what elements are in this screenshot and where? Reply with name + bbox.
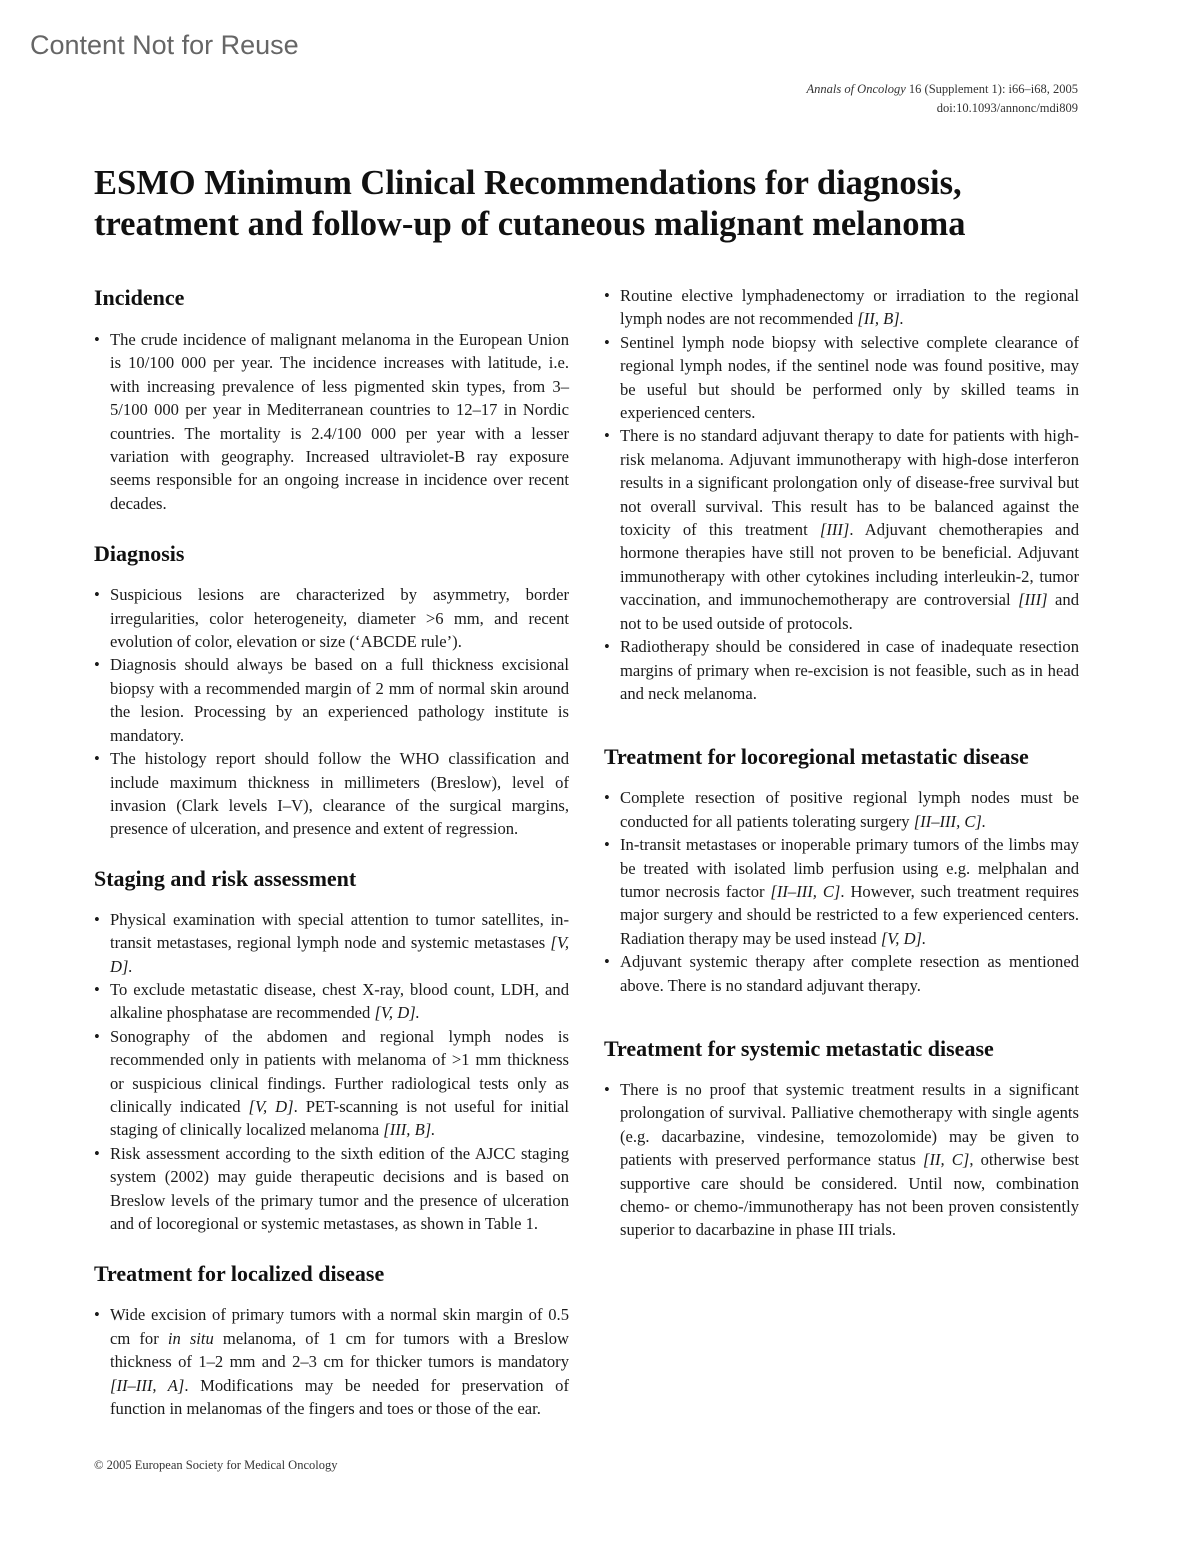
localized-list-continued bbox=[604, 284, 1079, 705]
evidence-level: [III, B]. bbox=[383, 1120, 436, 1140]
list-item bbox=[604, 424, 1079, 635]
evidence-level: [V, D]. bbox=[110, 933, 569, 976]
evidence-level: [II–III, C]. bbox=[913, 811, 987, 831]
section-heading-staging: Staging and risk assessment bbox=[94, 865, 357, 891]
list-item: • Risk assessment according to the sixth edition of the AJCC staging system (2002) may guide therapeutic decisions and is based on Breslow levels of the primary tumor and the presence of ulceration and of locoregional or systemic metastases, as shown in Table 1. bbox=[94, 1142, 569, 1236]
evidence-level: [II, C] bbox=[922, 1150, 970, 1170]
localized-list bbox=[94, 1303, 569, 1420]
diagnosis-list bbox=[94, 583, 569, 840]
item-text: melanoma, of 1 cm for tumors with a Breslow thickness of 1–2 mm and 2–3 cm for thicker tumors is mandatory bbox=[110, 1328, 569, 1372]
item-text: Routine elective lymphadenectomy or irradiation to the regional lymph nodes are not recommended bbox=[620, 286, 1079, 329]
item-text: and not to be used outside of protocols. bbox=[620, 590, 1079, 633]
list-item bbox=[604, 284, 1079, 331]
section-heading-locoregional: Treatment for locoregional metastatic disease bbox=[604, 744, 1029, 770]
list-item bbox=[94, 1303, 569, 1420]
item-text: There is no standard adjuvant therapy to date for patients with high-risk melanoma. Adjuvant immunotherapy with high-dose interferon results in a significant prolongation only of disease-free survival but not overall survival. This result has to be balanced against the toxicity of this treatment bbox=[620, 426, 1079, 540]
item-text: There is no proof that systemic treatment results in a significant prolongation of survival. Palliative chemotherapy with single agents (e.g. dacarbazine, vindesine, temozolomide) may be given to patients with preserved performance status bbox=[620, 1079, 1079, 1170]
item-text: Physical examination with special attention to tumor satellites, in-transit metastases, regional lymph node and systemic metastases bbox=[110, 909, 569, 953]
locoregional-list bbox=[604, 786, 1079, 997]
journal-citation bbox=[806, 80, 1078, 118]
item-text: To exclude metastatic disease, chest X-ray, blood count, LDH, and alkaline phosphatase are recommended bbox=[110, 979, 569, 1023]
evidence-level: [V, D]. bbox=[880, 928, 927, 948]
item-text: . PET-scanning is not useful for initial staging of clinically localized melanoma bbox=[110, 1096, 569, 1140]
watermark: Content Not for Reuse bbox=[30, 30, 299, 60]
item-text: . Modifications may be needed for preservation of function in melanomas of the fingers and toes or those of the ear. bbox=[110, 1375, 569, 1419]
doi: doi:10.1093/annonc/mdi809 bbox=[936, 101, 1078, 115]
list-item: • Suspicious lesions are characterized by asymmetry, border irregularities, color heterogeneity, diameter >6 mm, and recent evolution of color, elevation or size (‘ABCDE rule’). bbox=[94, 583, 569, 653]
item-text: , otherwise best supportive care should be considered. Until now, combination chemo- or chemo-/immunotherapy has not been proven consistently superior to dacarbazine in phase III trials. bbox=[620, 1150, 1080, 1240]
section-heading-incidence: Incidence bbox=[94, 285, 185, 310]
evidence-level: [II, B]. bbox=[857, 309, 904, 329]
item-text: . Adjuvant chemotherapies and hormone therapies have still not proven to be beneficial. Adjuvant immunotherapy with other cytokines including interleukin-2, tumor vaccination, and immunochemotherapy are controversial bbox=[620, 520, 1079, 610]
section-heading-localized: Treatment for localized disease bbox=[94, 1261, 385, 1287]
list-item: • Radiotherapy should be considered in case of inadequate resection margins of primary when re-excision is not feasible, such as in head and neck melanoma. bbox=[604, 635, 1079, 705]
list-item: • Adjuvant systemic therapy after complete resection as mentioned above. There is no standard adjuvant therapy. bbox=[604, 950, 1079, 997]
evidence-level: [V, D]. bbox=[374, 1003, 420, 1023]
italic-term: in situ bbox=[167, 1328, 214, 1348]
list-item bbox=[604, 1078, 1079, 1242]
list-item bbox=[94, 908, 569, 978]
incidence-list bbox=[94, 328, 569, 515]
title-line-1: ESMO Minimum Clinical Recommendations for diagnosis, bbox=[94, 164, 962, 202]
list-item: • Diagnosis should always be based on a full thickness excisional biopsy with a recommended margin of 2 mm of normal skin around the lesion. Processing by an experienced pathology institute is mandatory. bbox=[94, 653, 569, 747]
evidence-level: [III] bbox=[819, 520, 850, 540]
list-item: • The crude incidence of malignant melanoma in the European Union is 10/100 000 per year. The incidence increases with latitude, i.e. with increasing prevalence of less pigmented skin types, from 3–5/100 000 per year in Mediterranean countries to 12–17 in Nordic countries. The mortality is 2.4/100 000 per year with a lesser variation with geography. Increased ultraviolet-B ray exposure seems responsible for an ongoing increase in incidence over recent decades. bbox=[94, 328, 569, 515]
title-line-2: treatment and follow-up of cutaneous malignant melanoma bbox=[94, 205, 966, 243]
evidence-level: [II–III, A] bbox=[110, 1375, 185, 1395]
section-heading-systemic: Treatment for systemic metastatic disease bbox=[604, 1035, 994, 1061]
list-item bbox=[94, 978, 569, 1025]
item-text: . However, such treatment requires major surgery and should be restricted to a few experienced centers. Radiation therapy may be used instead bbox=[620, 881, 1079, 948]
section-heading-diagnosis: Diagnosis bbox=[94, 541, 185, 567]
item-text: Complete resection of positive regional lymph nodes must be conducted for all patients tolerating surgery bbox=[620, 788, 1079, 831]
copyright-notice: © 2005 European Society for Medical Oncology bbox=[94, 1458, 338, 1472]
evidence-level: [III] bbox=[1018, 590, 1048, 610]
item-text: Sonography of the abdomen and regional lymph nodes is recommended only in patients with melanoma of >1 mm thickness or suspicious clinical findings. Further radiological tests only as clinically indicated bbox=[110, 1026, 569, 1116]
staging-list bbox=[94, 908, 569, 1236]
systemic-list bbox=[604, 1078, 1079, 1242]
journal-volume: 16 (Supplement 1): i66–i68, 2005 bbox=[905, 82, 1078, 96]
left-column bbox=[94, 284, 569, 1420]
item-text: In-transit metastases or inoperable primary tumors of the limbs may be treated with isolated limb perfusion using e.g. melphalan and tumor necrosis factor bbox=[620, 835, 1079, 901]
journal-name: Annals of Oncology bbox=[806, 82, 906, 96]
list-item bbox=[604, 833, 1079, 950]
evidence-level: [V, D] bbox=[248, 1096, 294, 1116]
article-title bbox=[94, 163, 1094, 245]
right-column bbox=[604, 284, 1079, 1242]
list-item: • Sentinel lymph node biopsy with selective complete clearance of regional lymph nodes, if the sentinel node was found positive, may be useful but should be performed only by skilled teams in experienced centers. bbox=[604, 331, 1079, 425]
item-text: Wide excision of primary tumors with a normal skin margin of 0.5 cm for bbox=[110, 1305, 569, 1348]
list-item bbox=[94, 1025, 569, 1142]
list-item: • The histology report should follow the WHO classification and include maximum thickness in millimeters (Breslow), level of invasion (Clark levels I–V), clearance of the surgical margins, presence of ulceration, and presence and extent of regression. bbox=[94, 747, 569, 841]
list-item bbox=[604, 786, 1079, 833]
evidence-level: [II–III, C] bbox=[770, 881, 841, 901]
